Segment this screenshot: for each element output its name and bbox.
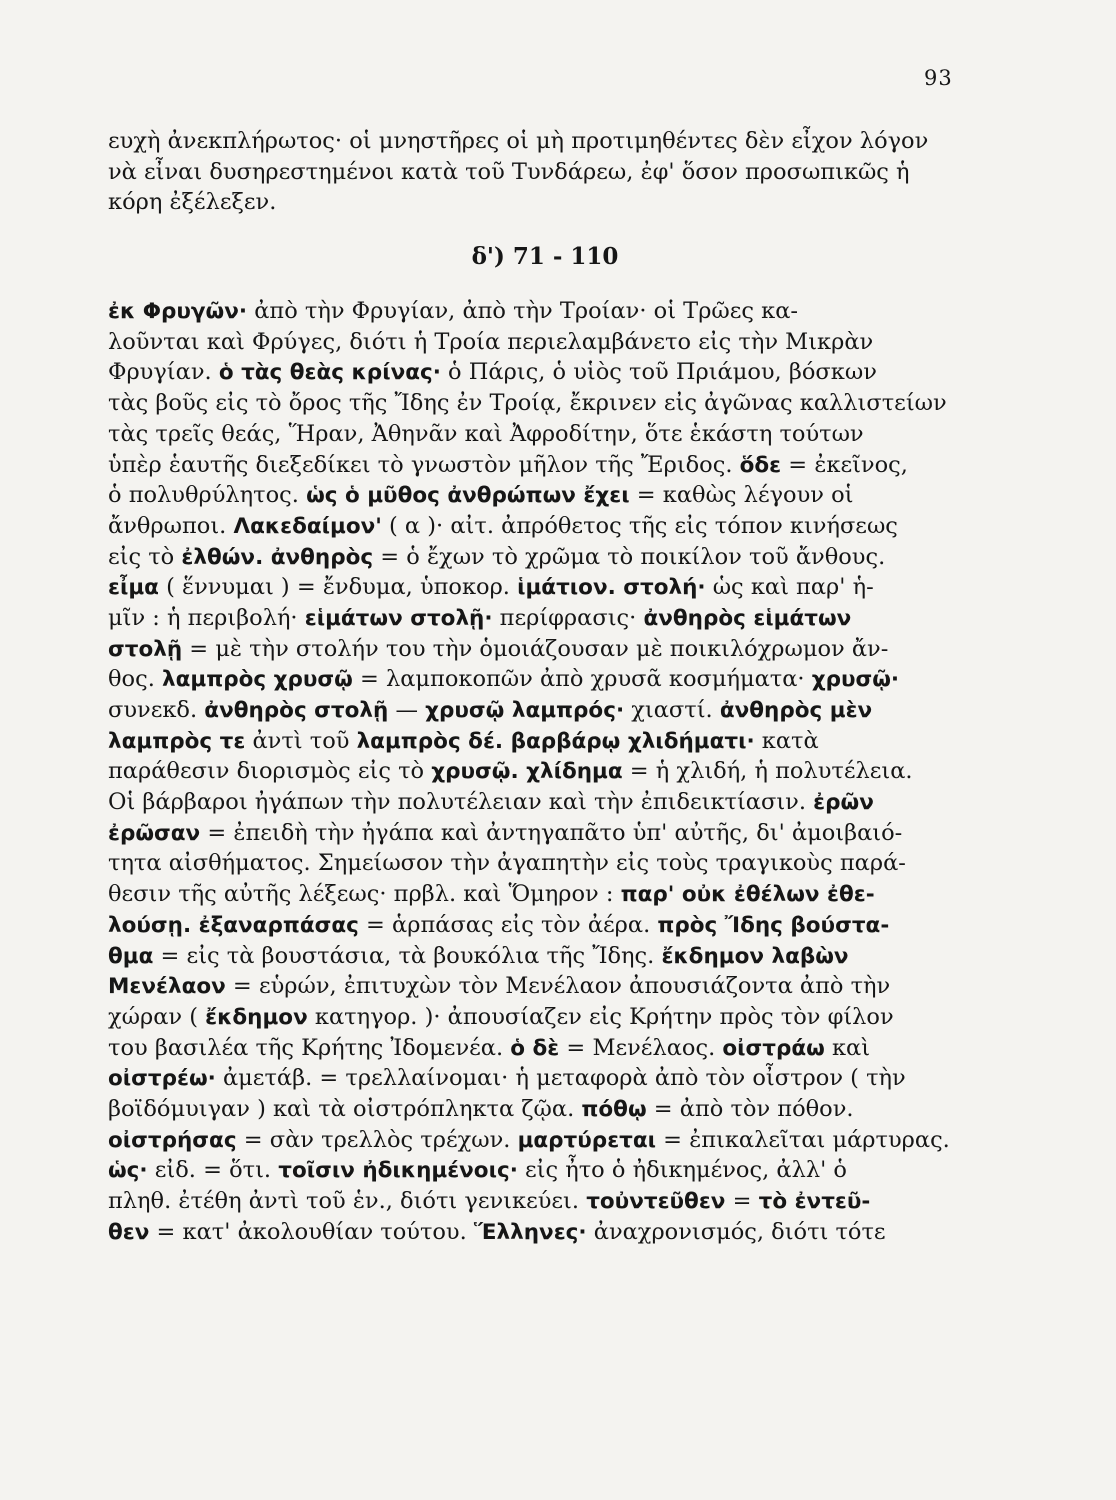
text-run: ( α )· αἰτ. ἀπρόθετος τῆς εἰς τόπον κινήσεως bbox=[381, 512, 898, 539]
text-line bbox=[108, 157, 964, 188]
lemma-term: ἐρῶν bbox=[813, 790, 874, 816]
text-run: περίφρασις· bbox=[492, 604, 644, 631]
text-run: ὁ πολυθρύλητος. bbox=[108, 482, 307, 509]
text-line bbox=[108, 126, 964, 157]
page-number: 93 bbox=[924, 66, 953, 90]
lemma-term: ἔκδημον bbox=[205, 1004, 308, 1030]
text-run: = κατ' ἀκολουθίαν τούτου. bbox=[149, 1218, 474, 1245]
text-line bbox=[108, 1186, 964, 1217]
text-run: — bbox=[388, 697, 426, 723]
text-run: ἀναχρονισμός, διότι τότε bbox=[586, 1218, 886, 1245]
lemma-term: οἰστρήσας bbox=[108, 1127, 237, 1153]
text-line bbox=[108, 695, 964, 726]
text-run: παράθεσιν διορισμὸς εἰς τὸ bbox=[108, 758, 432, 785]
text-line bbox=[108, 480, 964, 511]
text-run: ( ἕννυμαι ) = ἔνδυμα, ὑποκορ. bbox=[158, 574, 518, 601]
lemma-term: ἔκδημον λαβὼν bbox=[661, 943, 849, 969]
text-line bbox=[108, 450, 964, 481]
text-run: = ἡ χλιδή, ἡ πολυτέλεια. bbox=[622, 758, 913, 785]
text-line bbox=[108, 1033, 964, 1064]
text-line bbox=[108, 542, 964, 573]
text-line bbox=[108, 388, 964, 419]
text-run: = bbox=[725, 1188, 759, 1214]
text-run: = λαμποκοπῶν ἀπὸ χρυσᾶ κοσμήματα· bbox=[352, 666, 812, 693]
lemma-term: χρυσῷ· bbox=[811, 667, 900, 693]
lemma-term: ὡς ὁ μῦθος ἀνθρώπων ἔχει bbox=[306, 483, 630, 509]
lemma-term: ἐκ Φρυγῶν· bbox=[108, 299, 248, 325]
lemma-term: μαρτύρεται bbox=[517, 1127, 657, 1153]
text-line bbox=[108, 419, 964, 450]
text-line bbox=[108, 910, 964, 941]
lemma-term: χρυσῷ. χλίδημα bbox=[431, 759, 623, 785]
text-line bbox=[108, 511, 964, 542]
text-line bbox=[108, 1002, 964, 1033]
text-line bbox=[108, 726, 964, 757]
lemma-term: στολῇ bbox=[108, 636, 183, 662]
text-line bbox=[108, 187, 964, 218]
text-run: κόρη ἐξέλεξεν. bbox=[108, 189, 277, 216]
text-run: χιαστί. bbox=[624, 697, 720, 723]
lemma-term: εἶμα bbox=[108, 575, 159, 601]
lemma-term: τὸ ἐντεῦ- bbox=[758, 1189, 871, 1214]
text-line bbox=[108, 296, 964, 327]
text-line bbox=[108, 756, 964, 787]
lemma-term: παρ' οὐκ ἐθέλων ἐθε- bbox=[620, 882, 875, 908]
text-line bbox=[108, 818, 964, 849]
lemma-term: Λακεδαίμον' bbox=[233, 513, 382, 539]
text-run: = ἐπικαλεῖται μάρτυρας. bbox=[656, 1126, 950, 1153]
text-run: χώραν ( bbox=[108, 1003, 206, 1030]
text-run: θος. bbox=[108, 666, 162, 693]
lemma-term: λαμπρὸς τε bbox=[108, 728, 246, 754]
text-run: εἰς ἦτο ὁ ἠδικημένος, ἀλλ' ὁ bbox=[517, 1157, 847, 1184]
lemma-term: ὁ τὰς θεὰς κρίνας· bbox=[218, 360, 441, 386]
text-line bbox=[108, 603, 964, 634]
text-run: = ἐκεῖνος, bbox=[781, 451, 908, 478]
text-line bbox=[108, 1155, 964, 1186]
text-run: = Μενέλαος. bbox=[559, 1034, 723, 1061]
text-run: Οἱ βάρβαροι ἠγάπων τὴν πολυτέλειαν καὶ τὴν ἐπιδεικτίασιν. bbox=[108, 789, 814, 816]
lemma-term: Μενέλαον bbox=[108, 974, 226, 1000]
text-run: = σὰν τρελλὸς τρέχων. bbox=[236, 1126, 518, 1153]
text-line bbox=[108, 327, 964, 358]
text-run: καὶ bbox=[824, 1034, 871, 1061]
lemma-term: ἀνθηρὸς μὲν bbox=[719, 698, 873, 723]
text-run: ἀμετάβ. = τρελλαίνομαι· ἡ μεταφορὰ ἀπὸ τὸν οἶστρον ( τὴν bbox=[215, 1065, 906, 1092]
lemma-term: χρυσῷ λαμπρός· bbox=[425, 698, 625, 723]
text-line bbox=[108, 848, 964, 879]
text-run: τὰς βοῦς εἰς τὸ ὄρος τῆς Ἴδης ἐν Τροίᾳ, ἔκρινεν εἰς ἀγῶνας καλλιστείων bbox=[108, 390, 947, 417]
text-run: κατηγορ. )· ἀπουσίαζεν εἰς Κρήτην πρὸς τὸν φίλον bbox=[307, 1003, 894, 1030]
lemma-term: πόθῳ bbox=[581, 1096, 647, 1122]
text-run: ὡς καὶ παρ' ἡ- bbox=[705, 574, 874, 601]
lemma-term: εἱμάτων στολῇ· bbox=[304, 605, 493, 631]
text-run: = μὲ τὴν στολήν του τὴν ὁμοιάζουσαν μὲ ποικιλόχρωμον ἄν- bbox=[182, 635, 889, 662]
text-run: λοῦνται καὶ Φρύγες, διότι ἡ Τροία περιελαμβάνετο εἰς τὴν Μικρὰν bbox=[108, 328, 874, 355]
text-block bbox=[108, 126, 964, 1247]
text-line bbox=[108, 971, 964, 1002]
text-run: πληθ. ἐτέθη ἀντὶ τοῦ ἑν., διότι γενικεύει. bbox=[108, 1188, 587, 1214]
lemma-term: τοὐντεῦθεν bbox=[586, 1189, 726, 1214]
text-run: ἀντὶ τοῦ bbox=[245, 727, 357, 754]
lemma-term: ἀνθηρὸς εἱμάτων bbox=[643, 605, 852, 631]
text-line bbox=[108, 1217, 964, 1248]
text-run: = εὑρών, ἐπιτυχὼν τὸν Μενέλαον ἀπουσιάζοντα ἀπὸ τὴν bbox=[225, 973, 891, 1000]
section-heading: δ') 71 - 110 bbox=[471, 243, 619, 271]
text-run: ὁ Πάρις, ὁ υἱὸς τοῦ Πριάμου, βόσκων bbox=[440, 359, 877, 386]
text-run: ευχὴ ἀνεκπλήρωτος· οἱ μνηστῆρες οἱ μὴ προτιμηθέντες δὲν εἶχον λόγον bbox=[108, 128, 929, 154]
text-run: βοϊδόμυιγαν ) καὶ τὰ οἰστρόπληκτα ζῷα. bbox=[108, 1095, 582, 1122]
lemma-term: ὁ δὲ bbox=[510, 1035, 560, 1061]
text-line bbox=[108, 357, 964, 388]
lemma-term: ἐλθών. ἀνθηρὸς bbox=[181, 544, 374, 570]
text-run: = εἰς τὰ βουστάσια, τὰ βουκόλια τῆς Ἴδης. bbox=[153, 942, 662, 969]
text-run: = καθὼς λέγουν οἱ bbox=[629, 482, 854, 509]
lemma-term: ἐρῶσαν bbox=[108, 820, 201, 846]
text-run: κατὰ bbox=[754, 727, 819, 754]
intro-paragraph bbox=[108, 126, 964, 218]
text-run: θεσιν τῆς αὐτῆς λέξεως· πρβλ. καὶ Ὅμηρον : bbox=[108, 881, 621, 908]
text-line bbox=[108, 664, 964, 695]
text-line bbox=[108, 1125, 964, 1156]
lemma-term: τοῖσιν ἠδικημένοις· bbox=[278, 1158, 518, 1184]
text-run: εἰδ. = ὅτι. bbox=[147, 1157, 279, 1184]
text-run: εἰς τὸ bbox=[108, 543, 182, 570]
lemma-term: οἰστρέω· bbox=[108, 1066, 216, 1092]
commentary-body bbox=[108, 296, 964, 1247]
text-run: = ἁρπάσας εἰς τὸν ἀέρα. bbox=[358, 911, 658, 938]
lemma-term: ὡς· bbox=[108, 1158, 148, 1184]
text-run: ἀπὸ τὴν Φρυγίαν, ἀπὸ τὴν Τροίαν· οἱ Τρῶες κα- bbox=[247, 298, 799, 325]
lemma-term: ὅδε bbox=[739, 452, 782, 478]
text-run: = ἀπὸ τὸν πόθον. bbox=[646, 1095, 854, 1122]
lemma-term: θεν bbox=[108, 1219, 150, 1245]
text-line bbox=[108, 787, 964, 818]
text-run: Φρυγίαν. bbox=[108, 359, 219, 386]
text-run: νὰ εἶναι δυσηρεστημένοι κατὰ τοῦ Τυνδάρεω, ἐφ' ὅσον προσωπικῶς ἡ bbox=[108, 158, 910, 185]
lemma-term: οἰστράω bbox=[722, 1035, 825, 1061]
text-line bbox=[108, 1063, 964, 1094]
text-run: τητα αἰσθήματος. Σημείωσον τὴν ἀγαπητὴν εἰς τοὺς τραγικοὺς παρά- bbox=[108, 850, 906, 877]
text-line bbox=[108, 572, 964, 603]
lemma-term: θμα bbox=[108, 943, 154, 969]
text-run: = ὁ ἔχων τὸ χρῶμα τὸ ποικίλον τοῦ ἄνθους. bbox=[373, 543, 886, 570]
text-line bbox=[108, 879, 964, 910]
text-line bbox=[108, 1094, 964, 1125]
lemma-term: πρὸς Ἴδης βούστα- bbox=[657, 912, 890, 938]
text-line bbox=[108, 941, 964, 972]
text-run: τὰς τρεῖς θεάς, Ἥραν, Ἀθηνᾶν καὶ Ἀφροδίτην, ὅτε ἑκάστη τούτων bbox=[108, 420, 864, 447]
text-run: ὑπὲρ ἑαυτῆς διεξεδίκει τὸ γνωστὸν μῆλον τῆς Ἔριδος. bbox=[108, 451, 740, 478]
lemma-term: λαμπρὸς χρυσῷ bbox=[162, 667, 353, 693]
text-run: μῖν : ἡ περιβολή· bbox=[108, 604, 305, 631]
text-run: του βασιλέα τῆς Κρήτης Ἰδομενέα. bbox=[108, 1034, 511, 1061]
text-run: ἄνθρωποι. bbox=[108, 512, 234, 539]
lemma-term: λαμπρὸς δέ. βαρβάρῳ χλιδήματι· bbox=[356, 728, 755, 754]
lemma-term: ἱμάτιον. στολή· bbox=[517, 575, 706, 601]
lemma-term: ἀνθηρὸς στολῇ bbox=[204, 698, 389, 723]
lemma-term: Ἕλληνες· bbox=[473, 1219, 587, 1245]
text-line bbox=[108, 634, 964, 665]
text-run: συνεκδ. bbox=[108, 697, 205, 723]
text-run: = ἐπειδὴ τὴν ἠγάπα καὶ ἀντηγαπᾶτο ὑπ' αὐτῆς, δι' ἀμοιβαιό- bbox=[200, 819, 903, 846]
lemma-term: λούσῃ. ἐξαναρπάσας bbox=[108, 912, 359, 938]
